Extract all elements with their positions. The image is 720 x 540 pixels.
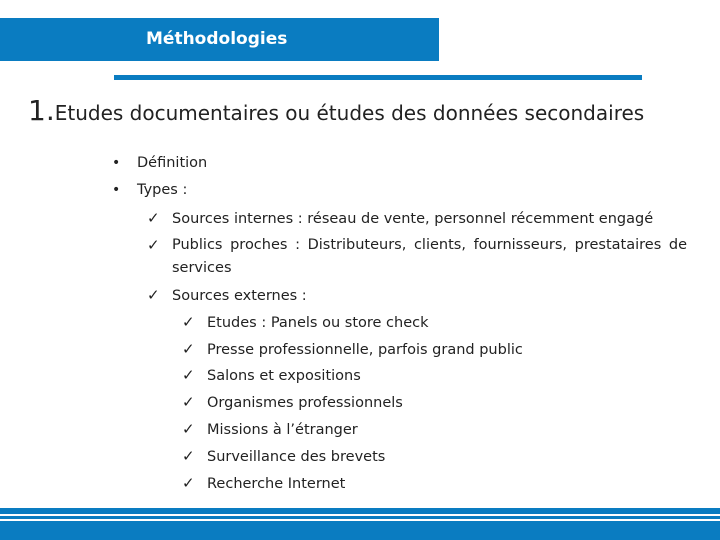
bullet-icon: • — [112, 155, 121, 171]
list-item-text: Types : — [137, 182, 188, 198]
checkmark-icon: ✓ — [182, 366, 195, 384]
list-item-text: Etudes : Panels ou store check — [207, 315, 429, 331]
list-item-external-source — [182, 447, 385, 465]
list-item-text: Surveillance des brevets — [207, 449, 386, 465]
bullet-icon: • — [112, 182, 121, 198]
slide-section-title: Méthodologies — [146, 29, 288, 49]
footer-stripe — [0, 514, 720, 516]
checkmark-icon: ✓ — [182, 447, 195, 465]
list-item-text: Recherche Internet — [207, 476, 346, 492]
checkmark-icon: ✓ — [182, 393, 195, 411]
title-underline — [114, 75, 642, 80]
list-item-types — [112, 182, 187, 198]
list-item-text: Missions à l’étranger — [207, 422, 358, 438]
list-item-external-source — [182, 393, 403, 411]
heading-text: Etudes documentaires ou études des données secondaires — [54, 101, 645, 125]
list-item-text: Organismes professionnels — [207, 395, 403, 411]
list-item-publics-proches — [147, 236, 687, 280]
slide-heading — [28, 94, 644, 127]
checkmark-icon: ✓ — [182, 474, 195, 492]
list-item-text: Presse professionnelle, parfois grand public — [207, 342, 523, 358]
checkmark-icon: ✓ — [182, 420, 195, 438]
checkmark-icon: ✓ — [147, 286, 160, 304]
list-item-text: Définition — [137, 155, 208, 171]
checkmark-icon: ✓ — [182, 340, 195, 358]
checkmark-icon: ✓ — [147, 236, 160, 254]
list-item-external-source — [182, 474, 345, 492]
list-item-text: Sources externes : — [172, 288, 307, 304]
list-item-text: Salons et expositions — [207, 368, 361, 384]
checkmark-icon: ✓ — [147, 209, 160, 227]
heading-number: 1. — [28, 94, 55, 127]
list-item-external-source — [182, 313, 429, 331]
list-item-external-source — [182, 340, 523, 358]
list-item-external-source — [182, 420, 358, 438]
checkmark-icon: ✓ — [182, 313, 195, 331]
footer-band — [0, 508, 720, 540]
list-item-text: Sources internes : réseau de vente, personnel récemment engagé — [172, 211, 654, 227]
list-item-external-source — [182, 366, 361, 384]
list-item-definition — [112, 155, 207, 171]
list-item-text: Publics proches : Distributeurs, clients, fournisseurs, prestataires de services — [172, 237, 687, 276]
footer-stripe — [0, 519, 720, 521]
list-item-sources-internes — [147, 209, 653, 227]
list-item-sources-externes — [147, 286, 307, 304]
